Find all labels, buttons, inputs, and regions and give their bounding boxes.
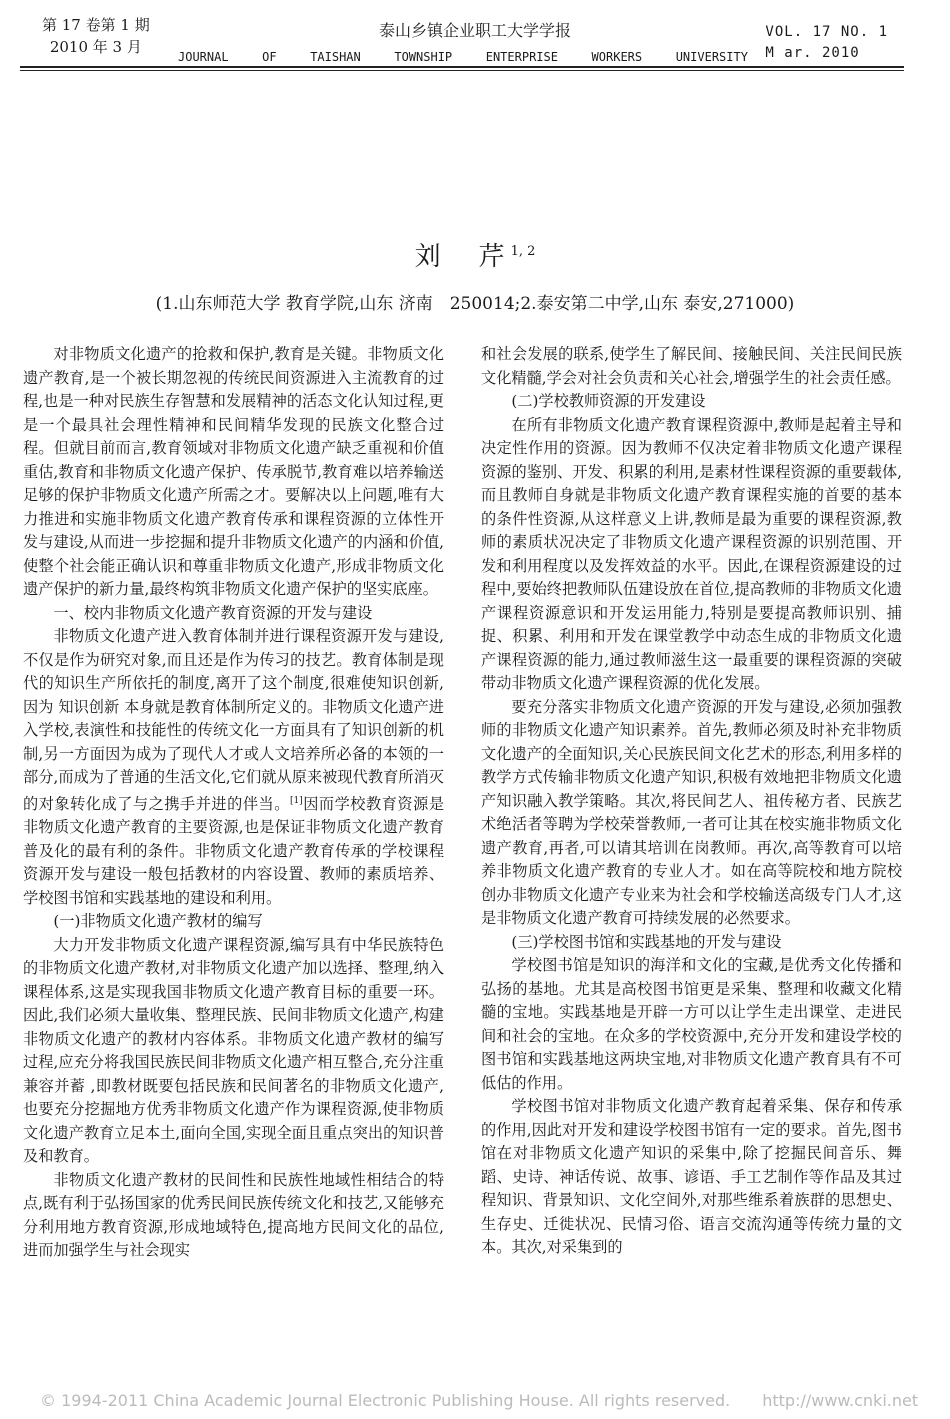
paragraph: 大力开发非物质文化遗产课程资源,编写具有中华民族特色的非物质文化遗产教材,对非物质文化遗产加以选择、整理,纳入课程体系,这是实现我国非物质文化遗产教育目标的重要一环。因此,我们必须大量收集、整理民族、民间非物质文化遗产,构建非物质文化遗产的教材内容体系。非物质文化遗产教材的编写过程,应充分将我国民族民间非物质文化遗产相互整合,充分注重 兼容并蓄 ,即教材既要包括民族和民间著名的非物质文化遗产,也要充分挖掘地方优秀非物质文化遗产作为课程资源,使非物质文化遗产教育立足本土,面向全国,实现全面且重点突出的知识普及和教育。	[23, 935, 444, 1165]
volume-cn: 第 17 卷第 1 期	[42, 16, 150, 34]
author	[0, 236, 950, 273]
author-affiliation-marks: 1, 2	[510, 244, 536, 259]
date-cn: 2010 年 3 月	[49, 38, 142, 56]
author-name: 刘 芹	[414, 242, 511, 272]
header-rule-thin	[20, 70, 904, 71]
journal-en-word: TOWNSHIP	[394, 50, 453, 64]
citation-mark: [1]	[289, 795, 303, 806]
issue-info-en	[765, 22, 888, 64]
paragraph-continued: 和社会发展的联系,使学生了解民间、接触民间、关注民间民族文化精髓,学会对社会负责和关心社会,增强学生的社会责任感。	[481, 345, 902, 387]
right-column	[481, 343, 902, 1260]
date-en: M ar. 2010	[765, 45, 860, 61]
paragraph-text: 因而学校教育资源是非物质文化遗产教育的主要资源,也是保证非物质文化遗产教育普及化的最有利的条件。非物质文化遗产教育传承的学校课程资源开发与建设一般包括教材的内容设置、教师的素质培养、学校图书馆和实践基地的建设和利用。	[23, 794, 445, 907]
journal-title-en	[178, 50, 748, 64]
journal-en-word: OF	[262, 50, 277, 64]
journal-en-word: JOURNAL	[178, 50, 229, 64]
journal-en-word: WORKERS	[591, 50, 643, 64]
left-column	[23, 343, 444, 1263]
author-affiliation: (1.山东师范大学 教育学院,山东 济南 250014;2.泰安第二中学,山东 泰安,271000)	[155, 294, 795, 314]
journal-en-word: TAISHAN	[310, 50, 361, 64]
journal-en-word: ENTERPRISE	[485, 50, 558, 64]
paragraph: 在所有非物质文化遗产教育课程资源中,教师是起着主导和决定性作用的资源。因为教师不仅决定着非物质文化遗产课程资源的鉴别、开发、积累的利用,是素材性课程资源的重要载体,而且教师自身就是非物质文化遗产教育课程实施的首要的基本的条件性资源,从这样意义上讲,教师是最为重要的课程资源,教师的素质状况决定了非物质文化遗产课程资源的识别范围、开发和利用程度以及发挥效益的水平。因此,在课程资源建设的过程中,要始终把教师队伍建设放在首位,提高教师的非物质文化遗产课程资源意识和开发运用能力,特别是要提高教师识别、捕捉、积累、利用和开发在课堂教学中动态生成的非物质文化遗产课程资源的能力,通过教师滋生这一最重要的课程资源的突破带动非物质文化遗产课程资源的优化发展。	[481, 415, 902, 692]
paragraph-text: 非物质文化遗产进入教育体制并进行课程资源开发与建设,不仅是作为研究对象,而且还是作为传习的技艺。教育体制是现代的知识生产所依托的制度,离开了这个制度,很难使知识创新,因为 知识创新 本身就是教育体制所定义的。非物质文化遗产进入学校,表演性和技能性的传统文化一方面具有了知识创新的机制,另一方面因为成为了现代人才或人文培养所必备的本领的一部分,而成为了普通的生活文化,它们就从原来被现代教育所消灭的对象转化成了与之携手并进的伴当。	[23, 627, 444, 813]
copyright-watermark: © 1994-2011 China Academic Journal Electronic Publishing House. All rights reserved. http://www.cnki.net	[40, 1391, 919, 1410]
header-rule-thick	[20, 66, 904, 68]
paragraph: 要充分落实非物质文化遗产资源的开发与建设,必须加强教师的非物质文化遗产知识素养。首先,教师必须及时补充非物质文化遗产的全面知识,关心民族民间文化艺术的形态,利用多样的教学方式传输非物质文化遗产知识,积极有效地把非物质文化遗产知识融入教学策略。其次,将民间艺人、祖传秘方者、民族艺术绝活者等聘为学校荣誉教师,一者可让其在校实施非物质文化遗产教育,再者,可以请其培训在岗教师。再次,高等教育可以培养非物质文化遗产教育的专业人才。如在高等院校和地方院校创办非物质文化遗产专业来为社会和学校输送高级专门人才,这是非物质文化遗产教育可持续发展的必然要求。	[481, 697, 902, 927]
volume-en: VOL. 17 NO. 1	[765, 24, 888, 40]
subsection-heading: (二)学校教师资源的开发建设	[511, 392, 706, 410]
paragraph: 学校图书馆对非物质文化遗产教育起着采集、保存和传承的作用,因此对开发和建设学校图书馆有一定的要求。首先,图书馆在对非物质文化遗产知识的采集中,除了挖掘民间音乐、舞蹈、史诗、神话传说、故事、谚语、手工艺制作等作品及其过程知识、背景知识、文化空间外,对那些维系着族群的思想史、生存史、迁徙状况、民情习俗、语言交流沟通等传统力量的文本。其次,对采集到的	[481, 1097, 902, 1256]
journal-en-word: UNIVERSITY	[675, 50, 748, 64]
subsection-heading: (三)学校图书馆和实践基地的开发与建设	[511, 932, 782, 951]
paragraph	[23, 625, 444, 910]
section-heading: 一、校内非物质文化遗产教育资源的开发与建设	[53, 603, 373, 622]
journal-title-cn: 泰山乡镇企业职工大学学报	[378, 21, 571, 40]
paragraph: 学校图书馆是知识的海洋和文化的宝藏,是优秀文化传播和弘扬的基地。尤其是高校图书馆更是采集、整理和收藏文化精髓的宝地。实践基地是开辟一方可以让学生走出课堂、走进民间和社会的宝地。在众多的学校资源中,充分开发和建设学校的图书馆和实践基地这两块宝地,对非物质文化遗产教育具有不可低估的作用。	[481, 956, 902, 1092]
paragraph: 非物质文化遗产教材的民间性和民族性地域性相结合的特点,既有利于弘扬国家的优秀民间民族传统文化和技艺,又能够充分利用地方教育资源,形成地域特色,提高地方民间文化的品位,进而加强学生与社会现实	[23, 1170, 444, 1259]
paragraph: 对非物质文化遗产的抢救和保护,教育是关键。非物质文化遗产教育,是一个被长期忽视的传统民间资源进入主流教育的过程,也是一种对民族生存智慧和发展精神的活态文化认知过程,更是一个最具社会理性精神和民间精华发现的民族文化整合过程。但就目前而言,教育领域对非物质文化遗产缺乏重视和价值重估,教育和非物质文化遗产保护、传承脱节,教育难以培养输送足够的保护非物质文化遗产所需之才。要解决以上问题,唯有大力推进和实施非物质文化遗产教育传承和课程资源的立体性开发与建设,从而进一步挖掘和提升非物质文化遗产的内涵和价值,使整个社会能正确认识和尊重非物质文化遗产,形成非物质文化遗产保护的新力量,最终构筑非物质文化遗产保护的坚实底座。	[23, 345, 444, 598]
subsection-heading: (一)非物质文化遗产教材的编写	[53, 912, 263, 930]
